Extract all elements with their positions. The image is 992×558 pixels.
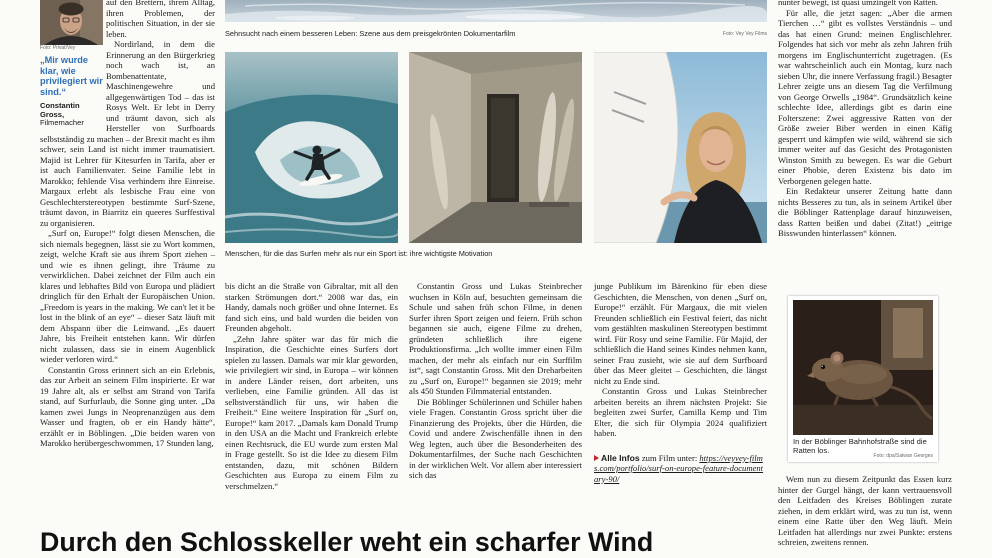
film-info-text: zum Film unter: [639, 452, 700, 463]
article-column-2 [225, 281, 398, 491]
portrait-credit: Foto: Privat/Vey [40, 45, 76, 51]
top-photo-credit: Foto: Vey Vey Films [722, 31, 767, 37]
body-paragraph: „Zehn Jahre später war das für mich die Inspiration, die Geschichte eines Surfers dort spielen zu lassen. Damals war mir klar geworden, wie privilegiert wir sind, in Europa – wir können in andere Länder reisen, dort arbeiten, uns verlieben, eine Familie gründen. All das ist selbstverständlich für uns, wir haben die Freiheit.“ Eine weitere Inspiration für „Surf on, Europe!“ kam 2017. „Damals kam Donald Trump in den USA an die Macht und Frankreich erlebte einen Rechtsruck, die EU wurde zum ersten Mal in Frage gestellt. So ist die Idee zu diesem Film entstanden, dazu, mit schönen Bildern Geschichten aus Europa zu einem Film zu verschmelzen.“ [225, 333, 398, 491]
column-commentary [778, 0, 952, 239]
body-paragraph: bis dicht an die Straße von Gibraltar, mit all den starken Strömungen dort.“ 2008 war das, ein Handy, damals noch größer und ohne Internet. Es fand sich eins, und bald wurden die beiden von Freunden abgeholt. [225, 281, 398, 333]
photo-row-caption: Menschen, für die das Surfen mehr als nur ein Sport ist: ihre wichtigste Motivation [225, 249, 493, 258]
body-paragraph: junge Publikum im Bärenkino für eben diese Geschichten, die Menschen, von denen „Surf on, Europe!“ erzählt. Für Margaux, die mit vielen Freunden schließlich ein Festival feiert, das nicht vom gestählten maskulinen Stereotypen bestimmt wird. Für Rosy und seine Familie. Für Majid, der schließlich die Hand seines Kindes nehmen kann, seiner Frau zusieht, wie sie auf dem Surfboard über das Meer gleitet – Geschichten, die längst nicht zu Ende sind. [594, 281, 767, 386]
body-paragraph: „Surf on, Europe!“ folgt diesen Menschen, die sich niemals begegnen, lässt sie zu Wort kommen, zeigt, welche Kraft sie aus ihrem Sport ziehen – und wie es ihnen gelingt, ihre Träume zu verwirklichen. Dabei zeichnet der Film auch ein klares und lebhaftes Bild von Europa und plädiert dringlich für den Erhalt der Europäischen Union. „Freedom is years in the making. We can't let it be lost in the blink of an eye“ – dieser Satz läuft mit dem Abspann über die Leinwand. „Es dauert Jahre, bis Freiheit entstehen kann. Wir dürfen nicht zulassen, dass sie in einem Augenblick wieder verloren wird.“ [40, 228, 215, 364]
body-paragraph: Die Böblinger Schülerinnen und Schüler haben viele Fragen. Constantin Gross spricht über die Finanzierung des Projekts, über die Hürden, die Covid und andere Zwischenfälle ihnen in den Weg legten, auch über die Besonderheiten des Dokumentarfilmes, der Suche nach Geschichten in der wirklichen Welt. Vor allem aber interessiert sich das [409, 396, 582, 480]
top-sea-photo [225, 0, 767, 22]
top-photo-caption-row [225, 29, 767, 38]
woman-surfboard-photo [594, 52, 767, 243]
portrait-photo [40, 0, 103, 45]
article-column-4 [594, 281, 767, 484]
body-paragraph: Ein Redakteur unserer Zeitung hatte dann nichts Besseres zu tun, als in seinem Artikel über die Böblinger Rattenplage darauf hinzuweisen, dass Ratten beißen und dabei (Zitat!) „eitrige Bisswunden hinterlassen“ können. [778, 186, 952, 238]
body-paragraph: auf den Brettern, ihrem Alltag, ihren Problemen, der politischen Situation, in der sie leben. [106, 0, 215, 39]
quote-attribution [40, 102, 103, 128]
body-paragraph: nunter bewegt, ist quasi umzingelt von Ratten. [778, 0, 938, 7]
pull-quote-box [40, 0, 103, 130]
rat-photo-credit: Foto: dpa/Salwan Georges [873, 453, 933, 459]
body-paragraph: Constantin Gross und Lukas Steinbrecher wuchsen in Köln auf, besuchten gemeinsam die Schule und sahen früh schon Filme, in denen Surfer ihren Sport zeigen und feiern. Früh schon begannen sie auch, eigene Filme zu drehen, gründeten schließlich ihre eigene Produktionsfirma. „Ich wollte immer einen Film machen, der mehr als einfach nur ein Surffilm ist“, sagt Constantin Gross. Mit den Dreharbeiten zu „Surf on, Europe!“ begannen sie 2019; mehr als 450 Stunden Filmmaterial entstanden. [409, 281, 582, 396]
body-paragraph: Wem nun zu diesem Zeitpunkt das Essen kurz hinter der Gurgel hängt, der kann vertrauensvoll den Leitfaden des Kreises Böblingen zurate ziehen, in dem erklärt wird, was zu tun ist, wenn einem eine Ratte über den Weg läuft. Mein Leitfaden hat allerdings nur zwei Punkte: erstens schreien, zweitens rennen. [778, 474, 952, 547]
article-column-3 [409, 281, 582, 481]
column-commentary-continued [778, 474, 952, 548]
rat-photo-caption: In der Böblinger Bahnhofstraße sind die Ratten los. [793, 437, 927, 455]
pull-quote: „Mir wurde klar, wie privilegiert wir sind.“ [40, 55, 103, 97]
rat-photo [793, 300, 933, 435]
film-info-label: Alle Infos [601, 452, 640, 463]
top-photo-caption: Sehnsucht nach einem besseren Leben: Szene aus dem preisgekrönten Dokumentarfilm [225, 29, 516, 38]
body-paragraph: Nordirland, in dem die Erinnerung an den Bürgerkrieg noch wach ist, an Bombenattentate, Maschinengewehre und allgegenwärtigen Tod – das ist Rosys Welt. Er lebt in Derry und träumt davon, sich als Hersteller von Surfboards selbstständig zu machen – der Brexit macht es ihm schwer, sein Land ist nicht immer traumatisiert. Majid ist Lehrer für Kitesurfen in Tarifa, aber er ist auch Familienvater. Seine Familie lebt in Marokko; fehlende Visa verhindern ihre Einreise. Margaux erlebt als lesbische Frau eine von Geschlechterstereotypen bestimmte Surf-Szene, träumt davon, in Biarritz ein queeres Surffestival zu organisieren. [40, 39, 215, 228]
film-info-line [594, 453, 767, 485]
body-paragraph: Constantin Gross und Lukas Steinbrecher arbeiten bereits an ihrem nächsten Projekt: Sie begleiten zwei Surfer, Camilla Kemp und Tim Elter, die sich für Olympia 2024 qualifiziert haben. [594, 386, 767, 438]
body-paragraph: Für alle, die jetzt sagen: „Aber die armen Tierchen …“ gibt es vollstes Verständnis – und das hat einen Grund: meinen Englischlehrer. Folgendes hat sich vor mehr als zehn Jahren früh morgens im Englischunterricht zugetragen. (Es war wahrscheinlich auch ein Montag, kurz nach sieben Uhr, die innere Verfassung fragil.) Besagter Lehrer zeigte uns an diesem Tag die Verfilmung von George Orwells „1984“. Grundsätzlich keine schlechte Idee, allerdings gibt es darin eine Folterszene: Zwei aggressive Ratten von der Größe zweier Biber werden in einen Käfig gesperrt und kämpfen wie wild, während sie sich immer weiter auf das Gesicht des Protagonisten Winston Smith zu bewegen. Es war die Geburt einer Phobie, deren Existenz bis dato im Verborgenen gelegen hatte. [778, 7, 952, 186]
next-article-headline: Durch den Schlosskeller weht ein scharfer Wind [40, 527, 654, 557]
arrow-marker-icon [594, 455, 599, 461]
surfboard-room-photo [409, 52, 582, 243]
article-column-1 [40, 0, 215, 449]
film-info-link[interactable]: https://veyvey-films.com/portfolio/surf-on-europe-feature-documentary-90/ [594, 452, 764, 484]
surfer-wave-photo [225, 52, 398, 243]
quote-author-role: Filmemacher [40, 118, 84, 128]
rat-photo-card [788, 296, 938, 462]
body-paragraph: Constantin Gross erinnert sich an ein Erlebnis, das zur Arbeit an seinem Film inspirierte. Er war 19 Jahre alt, als er selbst am Strand von Tarifa stand, auf Surfurlaub, die Sonne ging unter. „Da kamen zwei Jungs in Neoprenanzügen aus dem Wasser und fragten, ob er ein Handy hätte“, erzählt er in Böblingen. „Die beiden waren von Marokko herübergeschwommen, 17 Stunden lang, [40, 364, 215, 448]
quote-author-name: Constantin Gross, [40, 101, 80, 119]
